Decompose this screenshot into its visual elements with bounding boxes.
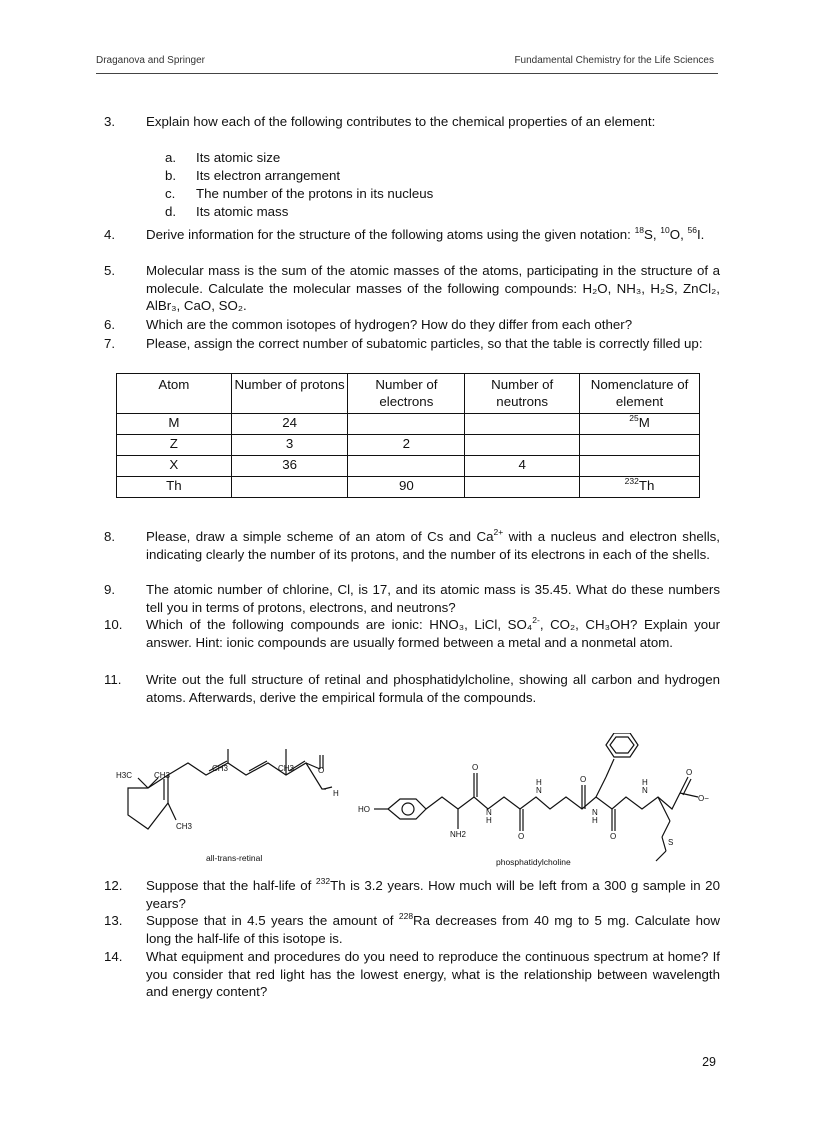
atom-label: CH3: [278, 764, 295, 773]
table-cell: 4: [465, 456, 580, 477]
question-text: Please, assign the correct number of subatomic particles, so that the table is correctly filled up:: [146, 336, 703, 351]
question-9: [104, 581, 720, 616]
atom-label: N: [486, 808, 492, 817]
atom-label: HO: [358, 805, 370, 814]
question-8: [104, 528, 720, 563]
question-number: 5.: [104, 263, 116, 278]
question-5: [104, 262, 720, 315]
question-11: [104, 671, 720, 706]
question-number: 3.: [104, 114, 116, 129]
atom-label: H3C: [116, 771, 133, 780]
table-row: [117, 456, 700, 477]
table-cell: 36: [231, 456, 348, 477]
table-row: [117, 435, 700, 456]
question-6: [104, 316, 720, 334]
atom-label: O: [610, 832, 617, 841]
phosphatidylcholine-atom-labels: [358, 763, 709, 847]
figure-caption-phosphatidylcholine: phosphatidylcholine: [496, 857, 571, 867]
atom-label: O: [472, 763, 479, 772]
list-item-text: The number of the protons in its nucleus: [196, 186, 434, 201]
retinal-atom-labels: [116, 764, 339, 831]
list-item-label: c.: [165, 186, 176, 201]
table-cell: [231, 477, 348, 498]
list-item-label: a.: [165, 150, 177, 165]
atom-label: H: [592, 816, 598, 825]
list-item: [165, 149, 280, 167]
question-12: [104, 877, 720, 912]
table-cell: 2: [348, 435, 465, 456]
question-3: [104, 113, 720, 131]
atom-label: O: [580, 775, 587, 784]
list-item-text: Its atomic mass: [196, 204, 289, 219]
atom-label: O−: [698, 794, 709, 803]
question-text: The atomic number of chlorine, Cl, is 17, and its atomic mass is 35.45. What do these numbers tell you in terms of protons, electrons, and neutrons?: [146, 582, 720, 615]
question-number: 10.: [104, 617, 123, 632]
atom-label: CH3: [154, 771, 171, 780]
page-number: 29: [702, 1055, 716, 1069]
question-number: 4.: [104, 227, 116, 242]
compound-formulas: H₂O, NH₃, H₂S, ZnCl₂, AlBr₃, CaO, SO₂.: [146, 280, 720, 314]
table-cell: Th: [117, 477, 232, 498]
question-4: [104, 226, 720, 244]
atom-label: O: [318, 766, 325, 775]
atom-label: H: [642, 778, 648, 787]
list-item-text: Its atomic size: [196, 150, 281, 165]
list-item-text: Its electron arrangement: [196, 168, 341, 183]
table-cell: [465, 477, 580, 498]
column-header: Number of protons: [231, 374, 348, 414]
table-cell: 3: [231, 435, 348, 456]
column-header: Nomenclature of element: [580, 374, 700, 414]
table-cell: [348, 414, 465, 435]
question-text: Please, draw a simple scheme of an atom of Cs and $Ca^{2+}$ with a nucleus and electron shells, indicating clearly the number of its protons, and the number of its electrons in each of the shells.: [146, 527, 720, 562]
table-row: [117, 414, 700, 435]
question-text: Which are the common isotopes of hydrogen? How do they differ from each other?: [146, 317, 633, 332]
running-header-authors: Draganova and Springer: [96, 55, 205, 66]
table-cell: 90: [348, 477, 465, 498]
atom-label: NH2: [450, 830, 467, 839]
question-text: Explain how each of the following contributes to the chemical properties of an element:: [146, 114, 656, 129]
question-7: [104, 335, 720, 353]
question-text: Write out the full structure of retinal and phosphatidylcholine, showing all carbon and hydrogen atoms. Afterwards, derive the empirical formula of the compounds.: [146, 672, 720, 705]
table-cell: [348, 456, 465, 477]
table-cell: M: [117, 414, 232, 435]
table-cell: [580, 435, 700, 456]
table-row: [117, 477, 700, 498]
question-number: 6.: [104, 317, 116, 332]
subatomic-particles-table: [116, 373, 700, 498]
column-header: Number of electrons: [348, 374, 465, 414]
atom-label: H: [333, 789, 339, 798]
atom-label: O: [686, 768, 693, 777]
table-cell: [580, 456, 700, 477]
table-cell: $^{232}$Th: [580, 477, 700, 498]
question-number: 12.: [104, 878, 123, 893]
list-item: [165, 185, 433, 203]
question-number: 7.: [104, 336, 116, 351]
question-text: Suppose that the half-life of $^{232}$Th is 3.2 years. How much will be left from a 300 g sample in 20 years?: [146, 876, 720, 911]
running-header-book-title: Fundamental Chemistry for the Life Sciences: [514, 55, 714, 66]
atom-label: H: [486, 816, 492, 825]
atom-label: N: [536, 786, 542, 795]
table-cell: Z: [117, 435, 232, 456]
question-text: Which of the following compounds are ionic: HNO₃, LiCl, SO₄$^{2-}$, CO₂, CH₃OH? Explain your answer. Hint: ionic compounds are usually formed between a metal and a nonmetal atom.: [146, 615, 721, 650]
header-rule: [96, 73, 718, 74]
question-13: [104, 912, 720, 947]
chemical-structures-figure: [110, 733, 710, 873]
question-14: [104, 948, 720, 1001]
atom-label: H: [536, 778, 542, 787]
atom-label: CH3: [212, 764, 229, 773]
column-header: Atom: [117, 374, 232, 414]
atom-label: CH3: [176, 822, 193, 831]
table-cell: $^{25}$M: [580, 414, 700, 435]
atom-label: O: [518, 832, 525, 841]
column-header: Number of neutrons: [465, 374, 580, 414]
atom-label: S: [668, 838, 674, 847]
list-item-label: b.: [165, 168, 177, 183]
phosphatidylcholine-structure: [374, 733, 698, 861]
list-item: [165, 167, 340, 185]
figure-caption-retinal: all-trans-retinal: [206, 853, 263, 863]
atom-label: N: [592, 808, 598, 817]
list-item-label: d.: [165, 204, 177, 219]
table-cell: [465, 414, 580, 435]
question-number: 8.: [104, 529, 116, 544]
table-cell: 24: [231, 414, 348, 435]
retinal-structure: [128, 749, 332, 829]
table-cell: [465, 435, 580, 456]
question-number: 14.: [104, 949, 123, 964]
question-text: Derive information for the structure of the following atoms using the given notation: $^{18}$S, $^{10}$O, $^{56}$I.: [146, 225, 705, 242]
question-10: [104, 616, 720, 651]
question-number: 9.: [104, 582, 116, 597]
question-text: What equipment and procedures do you need to reproduce the continuous spectrum at home? If you consider that red light has the lowest energy, what is the relationship between wavelength and energy content?: [146, 949, 720, 1000]
question-text: Suppose that in 4.5 years the amount of $^{228}$Ra decreases from 40 mg to 5 mg. Calculate how long the half-life of this isotope is.: [146, 911, 720, 946]
question-number: 11.: [104, 672, 122, 687]
list-item: [165, 203, 288, 221]
question-text: Molecular mass is the sum of the atomic masses of the atoms, participating in the structure of a molecule. Calculate the molecular masses of the following compounds: H₂O, NH₃, H₂S, ZnCl₂, AlBr₃, CaO, SO₂.: [146, 263, 720, 314]
table-header-row: [117, 374, 700, 414]
question-number: 13.: [104, 913, 123, 928]
atom-label: N: [642, 786, 648, 795]
table-cell: X: [117, 456, 232, 477]
